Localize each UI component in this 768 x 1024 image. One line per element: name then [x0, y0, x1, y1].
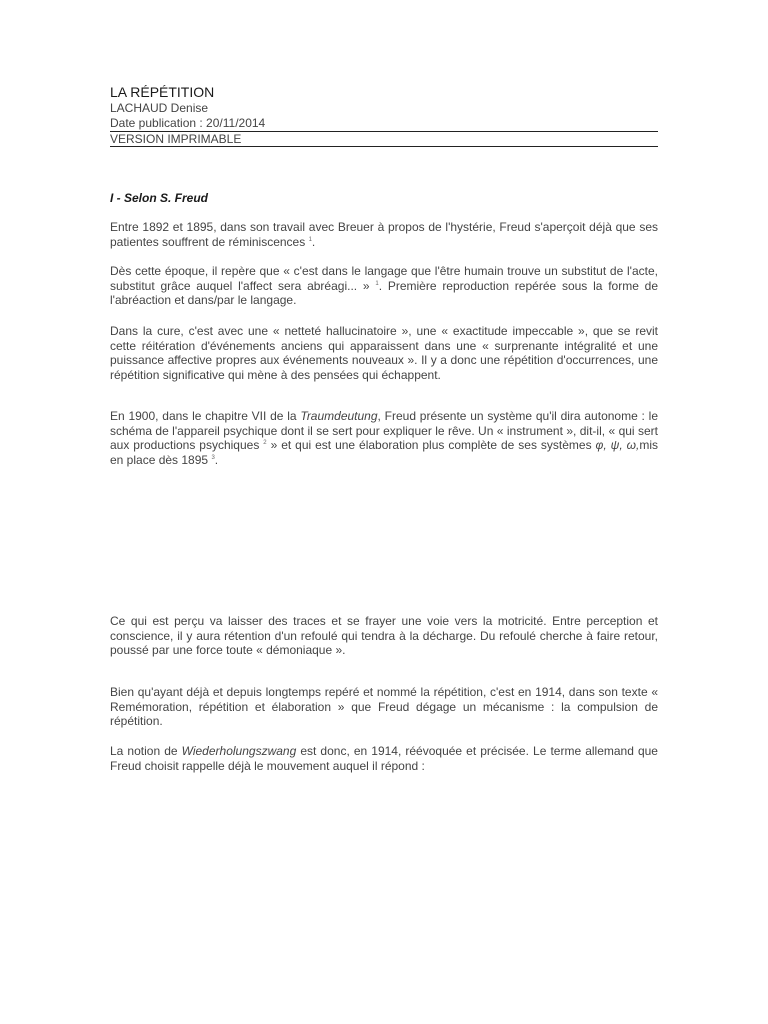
printable-version-link[interactable]: VERSION IMPRIMABLE [110, 132, 242, 146]
header-rule-bottom [110, 146, 658, 147]
paragraph-7-before: La notion de [110, 744, 182, 758]
footnote-ref-1b[interactable]: 1 [375, 280, 379, 287]
footnote-ref-2[interactable]: 2 [263, 440, 267, 447]
wiederholungszwang-term: Wiederholungszwang [181, 744, 297, 758]
publication-date: Date publication : 20/11/2014 [110, 116, 266, 130]
paragraph-2-end: . Première reproduction repérée sous la forme de l'abréaction et dans/par le langage. [110, 278, 659, 308]
traumdeutung-title: Traumdeutung [300, 409, 378, 423]
paragraph-4-middle: , Freud présente un système qu'il dira autonome : le schéma de l'appareil psychique dont il se sert pour expliquer le rêve. Un « instrument », dit-il, « qui sert aux productions psychiques [110, 409, 658, 453]
footnote-ref-3[interactable]: 3 [211, 454, 215, 461]
paragraph-4-before: En 1900, dans le chapitre VII de la [110, 409, 301, 423]
greek-symbols: φ, ψ, ω, [595, 438, 640, 453]
author-name: LACHAUD Denise [110, 101, 209, 115]
paragraph-4 [110, 409, 658, 467]
paragraph-2-text: Dès cette époque, il repère que « c'est dans le langage que l'être humain trouve un substitut de l'acte, substitut grâce auquel l'affect sera abréagi... » [110, 264, 658, 293]
paragraph-2 [110, 264, 658, 308]
document-page [110, 84, 659, 773]
paragraph-1-end: . [311, 234, 316, 249]
paragraph-3: Dans la cure, c'est avec une « netteté hallucinatoire », une « exactitude impeccable », que se revit cette réitération d'événements anciens qui apparaissent dans une « surprenante intégralité et une puissance affective propres aux événements nouveaux ». Il y a donc une répétition d'occurrences, une répétition significative qui mène à des pensées qui échappent. [110, 324, 658, 382]
paragraph-7-after: est donc, en 1914, réévoquée et précisée. Le terme allemand que Freud choisit rappelle déjà le mouvement auquel il répond : [110, 744, 658, 773]
paragraph-1-text: Entre 1892 et 1895, dans son travail avec Breuer à propos de l'hystérie, Freud s'aperçoit déjà que ses patientes souffrent de réminiscences [110, 220, 658, 249]
paragraph-4-middle2: » et qui est une élaboration plus complète de ses systèmes [266, 438, 596, 453]
paragraph-7 [110, 744, 658, 773]
paragraph-1 [110, 220, 658, 249]
paragraph-4-after: mis en place dès 1895 [110, 438, 659, 467]
paragraph-6: Bien qu'ayant déjà et depuis longtemps repéré et nommé la répétition, c'est en 1914, dans son texte « Remémoration, répétition et élaboration » que Freud dégage un mécanisme : la compulsion de répétition. [110, 685, 658, 729]
paragraph-5: Ce qui est perçu va laisser des traces et se frayer une voie vers la motricité. Entre perception et conscience, il y aura rétention d'un refoulé qui tendra à la décharge. Du refoulé cherche à faire retour, poussé par une force toute « démoniaque ». [110, 614, 658, 658]
section-heading: I - Selon S. Freud [110, 191, 209, 205]
footnote-ref-1[interactable]: 1 [308, 236, 312, 243]
paragraph-4-end: . [214, 452, 219, 467]
document-title: LA RÉPÉTITION [110, 84, 215, 100]
